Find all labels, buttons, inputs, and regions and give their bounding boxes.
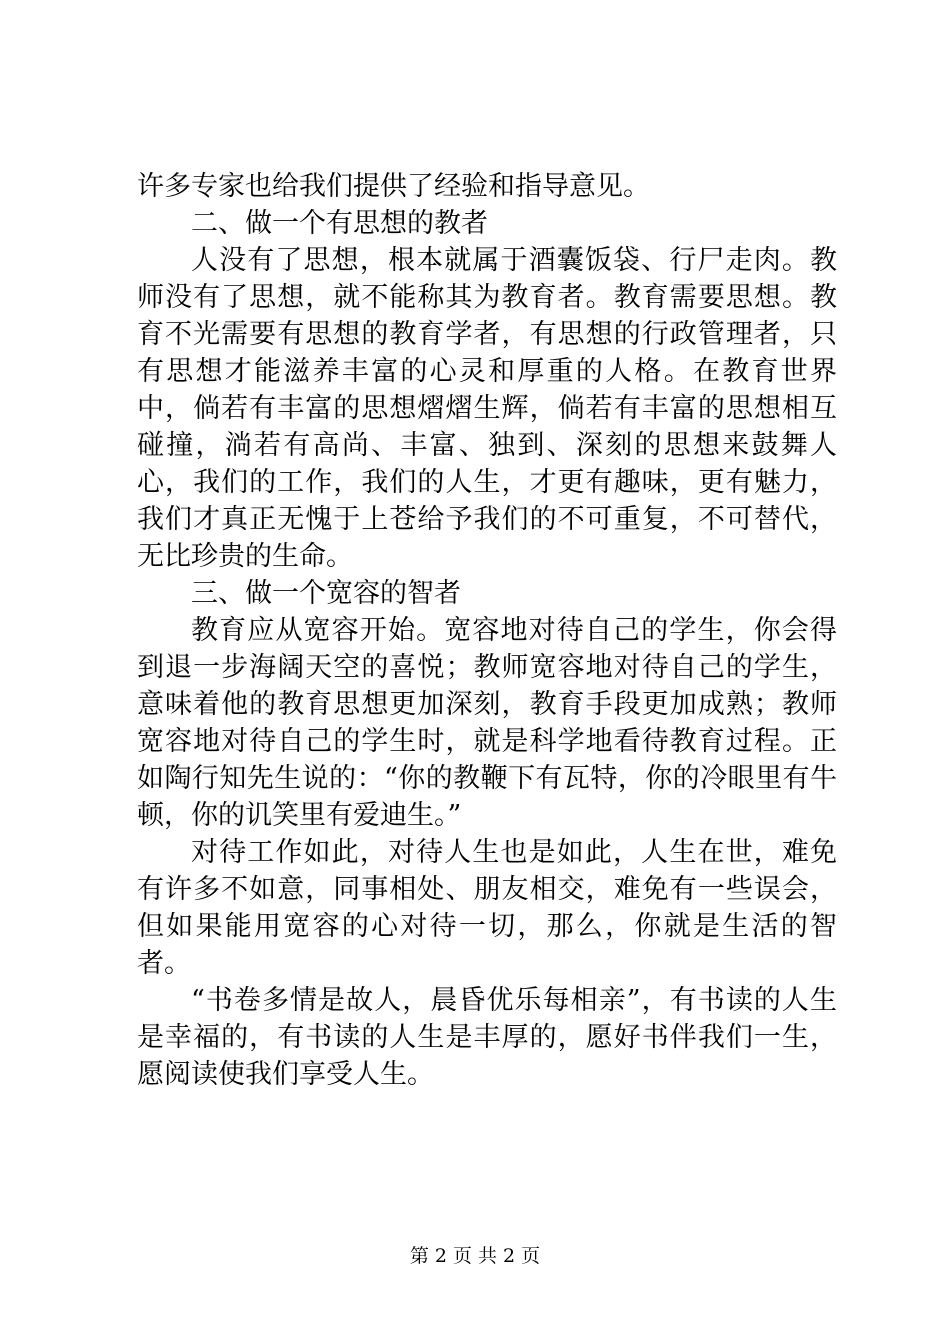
page-number-footer: 第 2 页 共 2 页	[409, 1245, 541, 1267]
section-heading-tolerance: 三、做一个宽容的智者	[191, 578, 461, 609]
paragraph-continuation: 许多专家也给我们提供了经验和指导意见。	[137, 171, 650, 202]
paragraph-tolerance: 教育应从宽容开始。宽容地对待自己的学生，你会得到退一步海阔天空的喜悦；教师宽容地对待自己的学生，意味着他的教育思想更加深刻，教育手段更加成熟；教师宽容地对待自己的学生时，就是科学地看待教育过程。正如陶行知先生说的：“你的教鞭下有瓦特，你的冷眼里有牛顿，你的讥笑里有爱迪生。”	[137, 615, 837, 831]
paragraph-closing: “书卷多情是故人，晨昏优乐每相亲”，有书读的人生是幸福的，有书读的人生是丰厚的，愿好书伴我们一生，愿阅读使我们享受人生。	[137, 985, 837, 1090]
document-body	[137, 168, 837, 1093]
paragraph-thought: 人没有了思想，根本就属于酒囊饭袋、行尸走肉。教师没有了思想，就不能称其为教育者。教育需要思想。教育不光需要有思想的教育学者，有思想的行政管理者，只有思想才能滋养丰富的心灵和厚重的人格。在教育世界中，倘若有丰富的思想熠熠生辉，倘若有丰富的思想相互碰撞，淌若有高尚、丰富、独到、深刻的思想来鼓舞人心，我们的工作，我们的人生，才更有趣味，更有魅力，我们才真正无愧于上苍给予我们的不可重复，不可替代，无比珍贵的生命。	[137, 245, 837, 572]
section-heading-thinker: 二、做一个有思想的教者	[191, 208, 488, 239]
paragraph-life: 对待工作如此，对待人生也是如此，人生在世，难免有许多不如意，同事相处、朋友相交，难免有一些误会，但如果能用宽容的心对待一切，那么，你就是生活的智者。	[137, 837, 837, 979]
